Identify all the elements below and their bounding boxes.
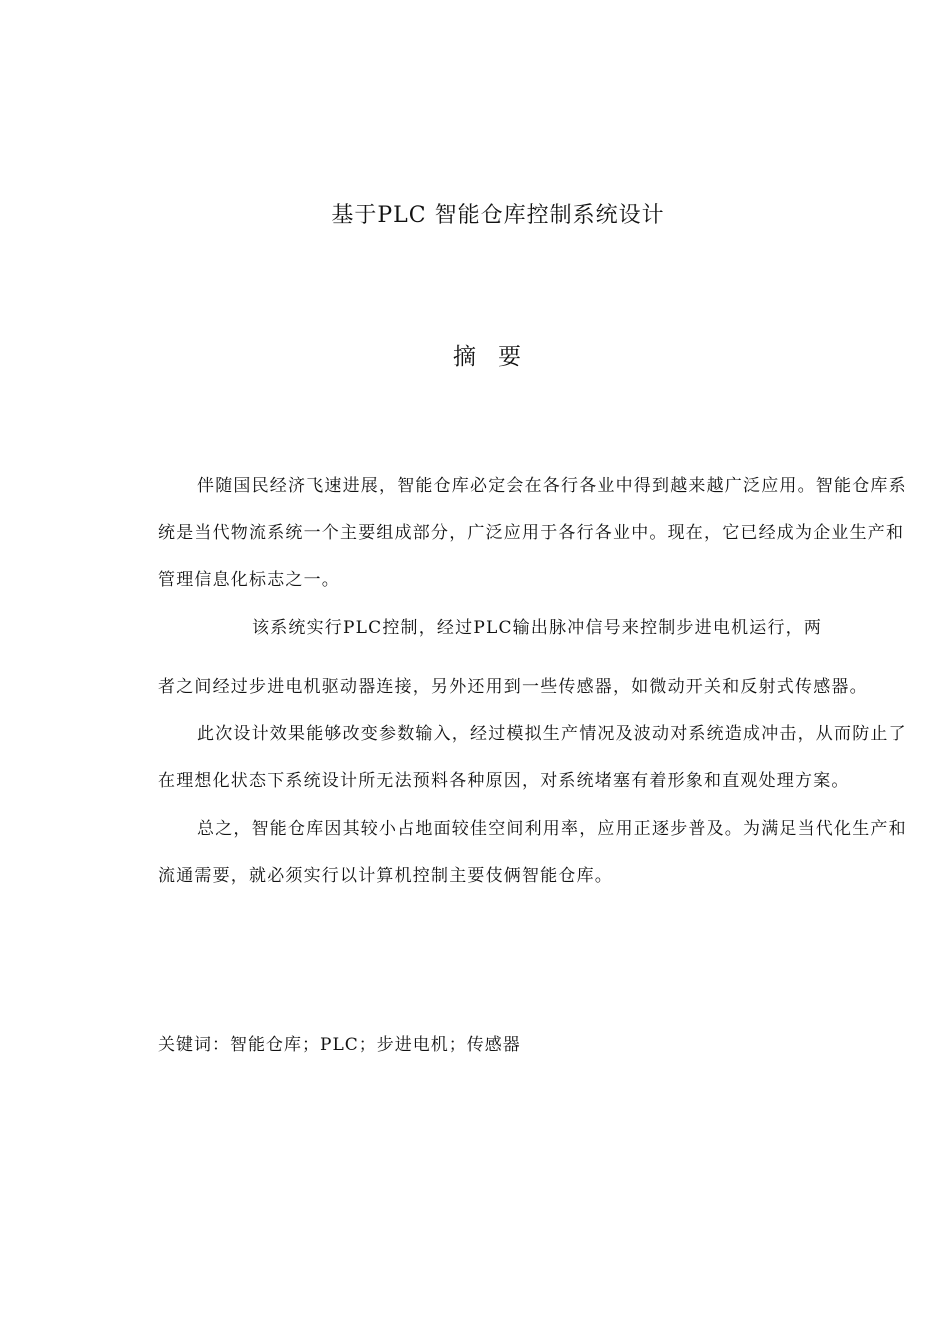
abstract-line: 在理想化状态下系统设计所无法预料各种原因，对系统堵塞有着形象和直观处理方案。 [158, 771, 850, 791]
abstract-heading: 摘要 [453, 344, 543, 370]
abstract-line: 者之间经过步进电机驱动器连接，另外还用到一些传感器，如微动开关和反射式传感器。 [158, 677, 868, 697]
abstract-line: 流通需要，就必须实行以计算机控制主要伎俩智能仓库。 [158, 866, 613, 886]
abstract-line: 伴随国民经济飞速进展，智能仓库必定会在各行各业中得到越来越广泛应用。智能仓库系 [197, 476, 907, 496]
abstract-line: 管理信息化标志之一。 [158, 570, 340, 590]
abstract-line: 统是当代物流系统一个主要组成部分，广泛应用于各行各业中。现在，它已经成为企业生产和 [158, 523, 905, 543]
document-title: 基于PLC 智能仓库控制系统设计 [331, 203, 665, 228]
abstract-line: 该系统实行PLC控制，经过PLC输出脉冲信号来控制步进电机运行，两 [252, 618, 823, 638]
abstract-line: 此次设计效果能够改变参数输入，经过模拟生产情况及波动对系统造成冲击，从而防止了 [197, 724, 907, 744]
keywords-line: 关键词：智能仓库；PLC；步进电机；传感器 [158, 1035, 521, 1055]
abstract-line: 总之，智能仓库因其较小占地面较佳空间利用率，应用正逐步普及。为满足当代化生产和 [197, 819, 907, 839]
